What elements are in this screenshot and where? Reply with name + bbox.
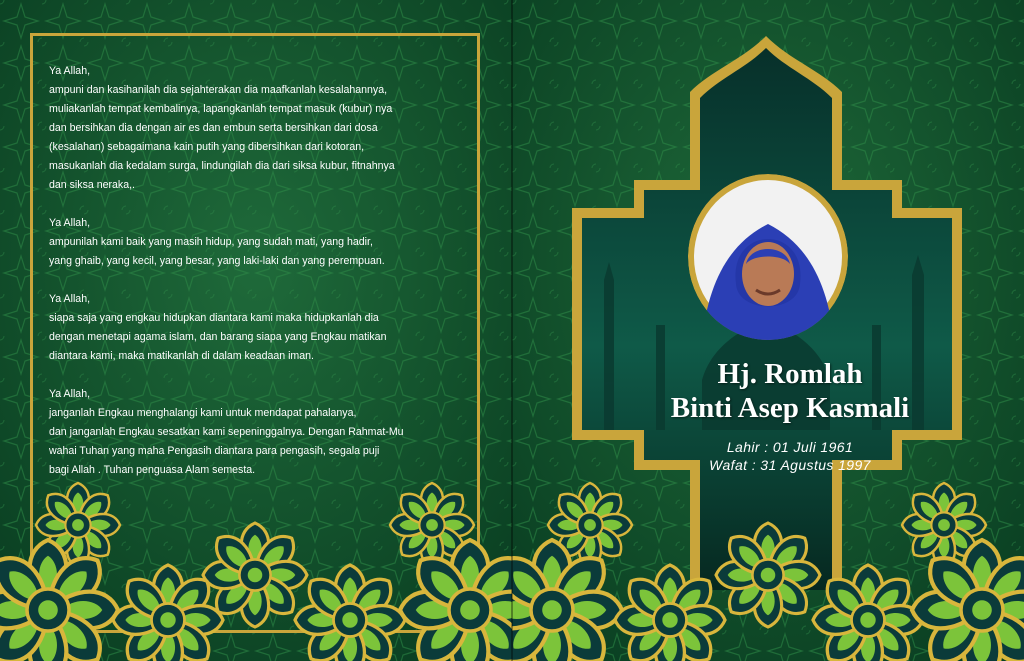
name-line-2: Binti Asep Kasmali bbox=[670, 392, 910, 424]
verse-heading: Ya Allah, bbox=[49, 65, 91, 77]
verse-line: yang ghaib, yang kecil, yang besar, yang laki-laki dan yang perempuan. bbox=[49, 255, 385, 267]
verse-line: dan siksa neraka,. bbox=[49, 179, 135, 191]
verse-line: ampuni dan kasihanilah dia sejahterakan dia maafkanlah kesalahannya, bbox=[49, 84, 388, 96]
verse-line: dengan menetapi agama islam, dan barang siapa yang Engkau matikan bbox=[49, 331, 387, 343]
verse-line: ampunilah kami baik yang masih hidup, yang sudah mati, yang hadir, bbox=[49, 236, 373, 248]
portrait-photo bbox=[688, 174, 848, 340]
verse-heading: Ya Allah, bbox=[49, 293, 91, 305]
page-fold bbox=[511, 0, 513, 661]
verse-line: muliakanlah tempat kembalinya, lapangkanlah tempat masuk (kubur) nya bbox=[49, 103, 393, 115]
prayer-text bbox=[49, 62, 449, 499]
verse-line: dan bersihkan dia dengan air es dan embun serta bersihkan dari dosa bbox=[49, 122, 378, 134]
prayer-verse bbox=[49, 290, 449, 366]
verse-line: bagi Allah . Tuhan penguasa Alam semesta. bbox=[49, 464, 256, 476]
verse-line: janganlah Engkau menghalangi kami untuk mendapat pahalanya, bbox=[49, 407, 357, 419]
name-line-1: Hj. Romlah bbox=[717, 358, 863, 390]
verse-line: dan janganlah Engkau sesatkan kami sepeninggalnya. Dengan Rahmat-Mu bbox=[49, 426, 404, 438]
prayer-verse bbox=[49, 62, 449, 195]
birth-date: Lahir : 01 Juli 1961 bbox=[726, 439, 854, 455]
prayer-verse bbox=[49, 214, 449, 271]
death-date: Wafat : 31 Agustus 1997 bbox=[709, 457, 871, 473]
verse-line: (kesalahan) sebagaimana kain putih yang dibersihkan dari kotoran, bbox=[49, 141, 365, 153]
verse-heading: Ya Allah, bbox=[49, 388, 91, 400]
verse-line: diantara kami, maka matikanlah di dalam keadaan iman. bbox=[49, 350, 314, 362]
prayer-verse bbox=[49, 385, 449, 480]
verse-line: masukanlah dia kedalam surga, lindungilah dia dari siksa kubur, fitnahnya bbox=[49, 160, 395, 172]
verse-line: wahai Tuhan yang maha Pengasih diantara para pengasih, segala puji bbox=[49, 445, 380, 457]
verse-line: siapa saja yang engkau hidupkan diantara kami maka hidupkanlah dia bbox=[49, 312, 379, 324]
verse-heading: Ya Allah, bbox=[49, 217, 91, 229]
